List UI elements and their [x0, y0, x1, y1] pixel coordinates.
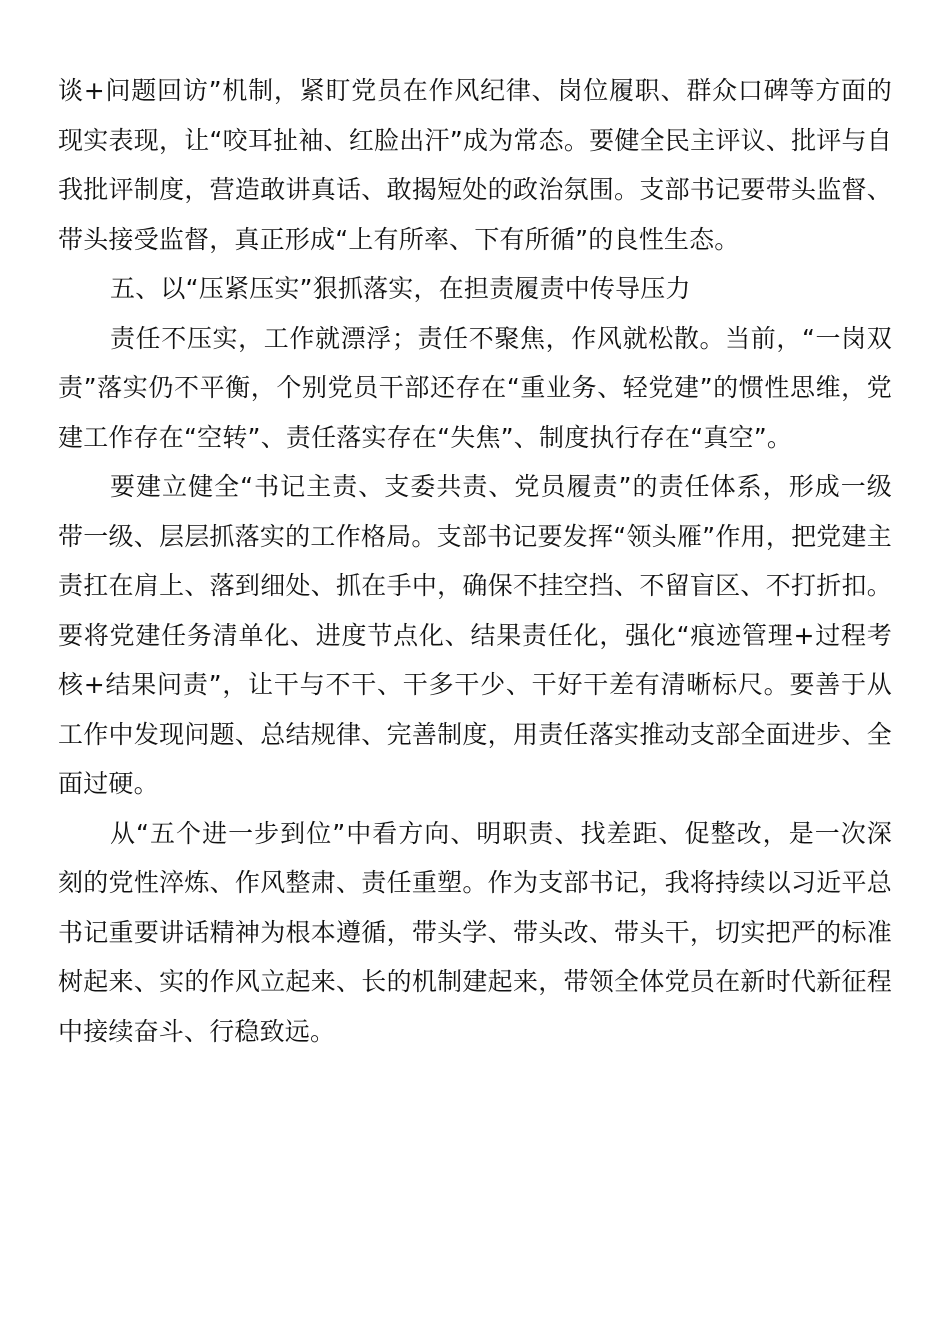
section-heading-five: 五、以“压紧压实”狠抓落实，在担责履责中传导压力	[110, 274, 691, 303]
paragraph-responsibility: 责任不压实，工作就漂浮；责任不聚焦，作风就松散。当前，“一岗双责”落实仍不平衡，个别党员干部还存在“重业务、轻党建”的惯性思维，党建工作存在“空转”、责任落实存在“失焦”、制度执行存在“真空”。	[58, 323, 892, 452]
paragraph-responsibility-system: 要建立健全“书记主责、支委共责、党员履责”的责任体系，形成一级带一级、层层抓落实的工作格局。支部书记要发挥“领头雁”作用，把党建主责扛在肩上、落到细处、抓在手中，确保不挂空挡、不留盲区、不打折扣。要将党建任务清单化、进度节点化、结果责任化，强化“痕迹管理+过程考核+结果问责”，让干与不干、干多干少、干好干差有清晰标尺。要善于从工作中发现问题、总结规律、完善制度，用责任落实推动支部全面进步、全面过硬。	[58, 472, 892, 798]
document-page	[58, 66, 892, 1056]
paragraph-conclusion: 从“五个进一步到位”中看方向、明职责、找差距、促整改，是一次深刻的党性淬炼、作风整肃、责任重塑。作为支部书记，我将持续以习近平总书记重要讲话精神为根本遵循，带头学、带头改、带头干，切实把严的标准树起来、实的作风立起来、长的机制建起来，带领全体党员在新时代新征程中接续奋斗、行稳致远。	[58, 818, 892, 1046]
paragraph-continuation: 谈+问题回访”机制，紧盯党员在作风纪律、岗位履职、群众口碑等方面的现实表现，让“咬耳扯袖、红脸出汗”成为常态。要健全民主评议、批评与自我批评制度，营造敢讲真话、敢揭短处的政治氛围。支部书记要带头监督、带头接受监督，真正形成“上有所率、下有所循”的良性生态。	[58, 76, 892, 254]
